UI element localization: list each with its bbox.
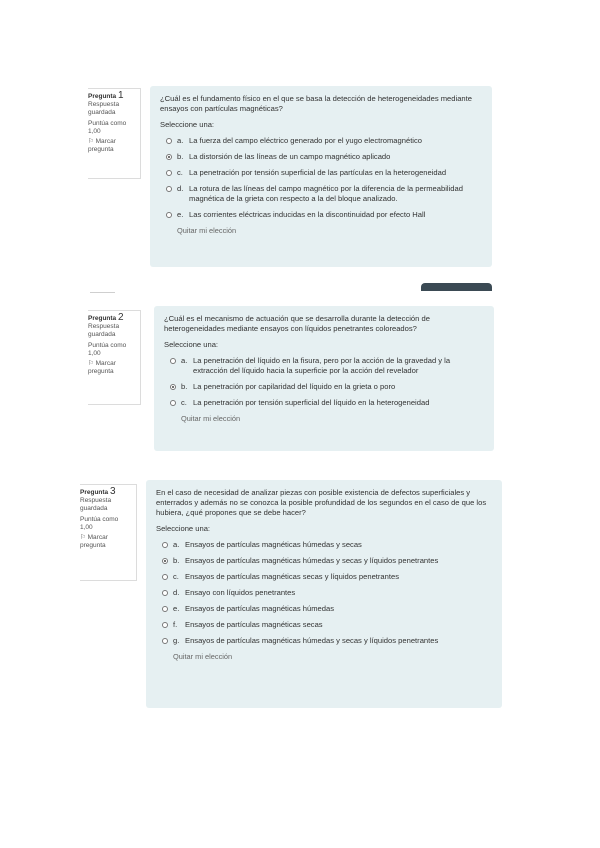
option-a[interactable]: a. La penetración del líquido en la fisura, pero por la acción de la gravedad y la extracción del líquido hacia la superficie por la acción del revelador [164, 356, 484, 376]
divider [90, 292, 115, 293]
radio-button[interactable] [162, 590, 168, 596]
question-info-2 [88, 310, 141, 405]
question-info-3 [80, 484, 137, 581]
option-d[interactable]: d. La rotura de las líneas del campo magnético por la diferencia de la permeabilidad magnética de la grieta con respecto a la del bloque analizado. [160, 184, 482, 204]
select-prompt: Seleccione una: [164, 340, 219, 349]
radio-button[interactable] [166, 186, 172, 192]
question-box-2 [154, 306, 494, 451]
radio-button[interactable] [162, 622, 168, 628]
radio-button-selected[interactable] [166, 154, 172, 160]
question-text: En el caso de necesidad de analizar piezas con posible existencia de defectos superficiales y enterrados y además no se conozca la posible profundidad de los segundos en el caso de que los hubiera, ¿qué propones que se debe hacer? [156, 488, 487, 517]
flag-question-link[interactable]: ⚐ Marcar pregunta [80, 534, 108, 549]
radio-button-selected[interactable] [162, 558, 168, 564]
flag-question-link[interactable]: ⚐ Marcar pregunta [88, 138, 116, 153]
flag-question-link[interactable]: ⚐ Marcar pregunta [88, 360, 116, 375]
nav-button[interactable] [421, 283, 492, 291]
clear-choice-link[interactable]: Quitar mi elección [177, 226, 237, 235]
option-g[interactable]: g. Ensayos de partículas magnéticas húmedas y secas y líquidos penetrantes [156, 636, 492, 646]
question-text: ¿Cuál es el fundamento físico en el que se basa la detección de heterogeneidades mediante ensayos con partículas magnéticas? [160, 94, 472, 113]
question-state: Respuesta guardada [88, 101, 120, 116]
question-score: Puntúa como 1,00 [80, 516, 119, 531]
option-c[interactable]: c. La penetración por tensión superficial del líquido en la heterogeneidad [164, 398, 484, 408]
option-f[interactable]: f. Ensayos de partículas magnéticas secas [156, 620, 492, 630]
option-e[interactable]: e. Ensayos de partículas magnéticas húmedas [156, 604, 492, 614]
option-e[interactable]: e. Las corrientes eléctricas inducidas en la discontinuidad por efecto Hall [160, 210, 482, 220]
radio-button[interactable] [162, 542, 168, 548]
radio-button[interactable] [162, 574, 168, 580]
select-prompt: Seleccione una: [156, 524, 211, 533]
option-c[interactable]: c. Ensayos de partículas magnéticas secas y líquidos penetrantes [156, 572, 492, 582]
select-prompt: Seleccione una: [160, 120, 215, 129]
clear-choice-link[interactable]: Quitar mi elección [181, 414, 241, 423]
radio-button[interactable] [170, 358, 176, 364]
option-b[interactable]: b. La distorsión de las líneas de un campo magnético aplicado [160, 152, 482, 162]
question-number: Pregunta 2 [88, 312, 124, 323]
question-info-1 [88, 88, 141, 179]
option-a[interactable]: a. Ensayos de partículas magnéticas húmedas y secas [156, 540, 492, 550]
question-state: Respuesta guardada [80, 497, 112, 512]
question-score: Puntúa como 1,00 [88, 342, 127, 357]
option-d[interactable]: d. Ensayo con líquidos penetrantes [156, 588, 492, 598]
radio-button[interactable] [162, 606, 168, 612]
question-score: Puntúa como 1,00 [88, 120, 127, 135]
clear-choice-link[interactable]: Quitar mi elección [173, 652, 233, 661]
radio-button[interactable] [162, 638, 168, 644]
question-box-3 [146, 480, 502, 708]
radio-button[interactable] [170, 400, 176, 406]
option-a[interactable]: a. La fuerza del campo eléctrico generado por el yugo electromagnético [160, 136, 482, 146]
option-b[interactable]: b. Ensayos de partículas magnéticas húmedas y secas y líquidos penetrantes [156, 556, 492, 566]
radio-button[interactable] [166, 212, 172, 218]
question-number: Pregunta 1 [88, 90, 124, 101]
option-b[interactable]: b. La penetración por capilaridad del líquido en la grieta o poro [164, 382, 484, 392]
radio-button[interactable] [166, 170, 172, 176]
question-state: Respuesta guardada [88, 323, 120, 338]
radio-button[interactable] [166, 138, 172, 144]
option-c[interactable]: c. La penetración por tensión superficial de las partículas en la heterogeneidad [160, 168, 482, 178]
question-text: ¿Cuál es el mecanismo de actuación que se desarrolla durante la detección de heterogeneidades mediante ensayos con líquidos penetrantes coloreados? [164, 314, 430, 333]
question-box-1 [150, 86, 492, 267]
question-number: Pregunta 3 [80, 486, 116, 497]
radio-button-selected[interactable] [170, 384, 176, 390]
